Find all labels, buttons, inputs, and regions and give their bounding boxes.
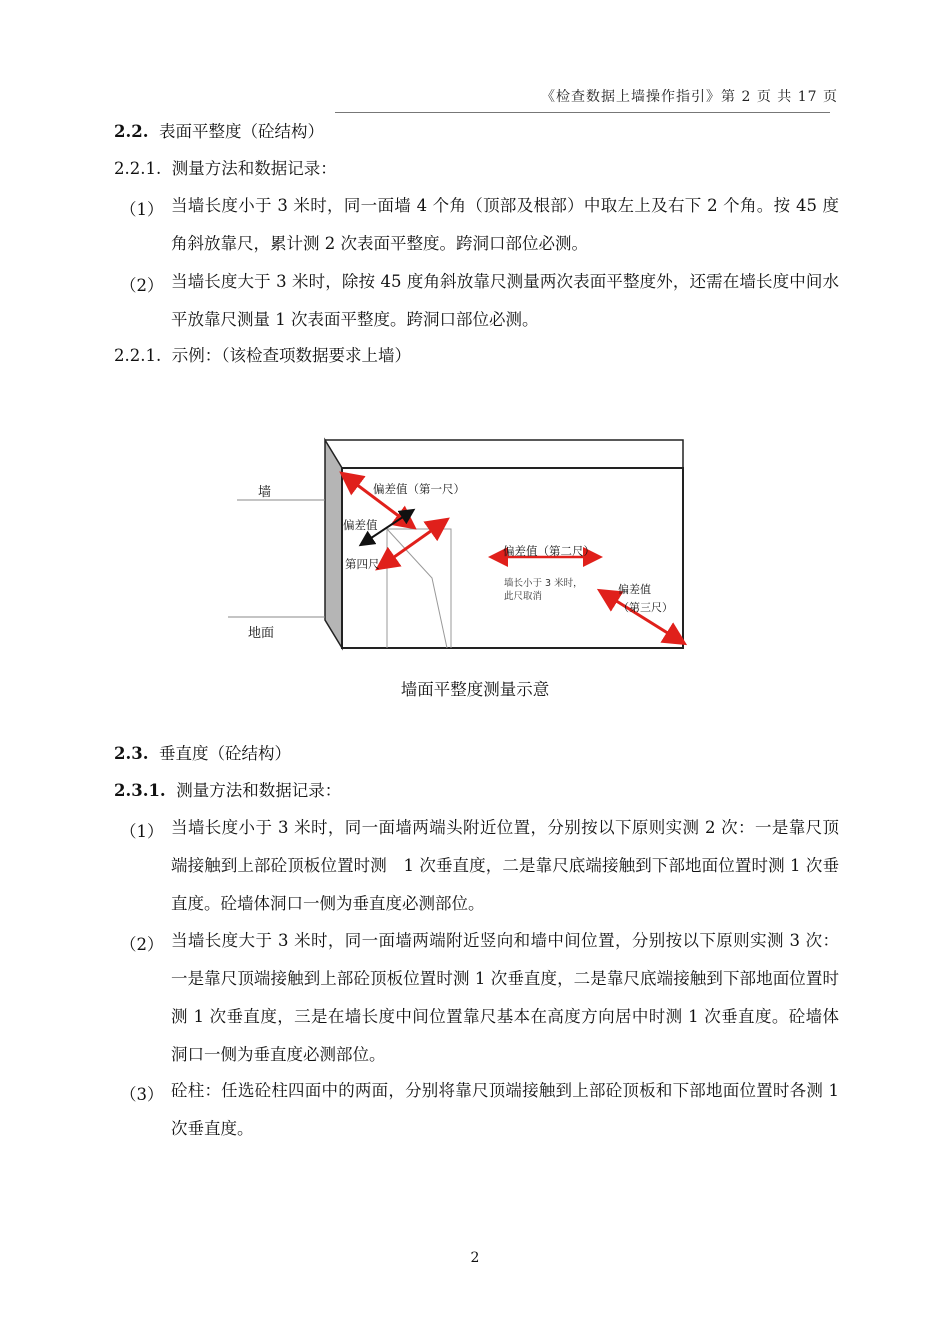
section-number: 2.2. xyxy=(114,122,149,141)
list-item-text: 当墙长度大于 3 米时，除按 45 度角斜放靠尺测量两次表面平整度外，还需在墙长度中间水平放靠尺测量 1 次表面平整度。跨洞口部位必测。 xyxy=(171,272,839,329)
section-title: 垂直度（砼结构） xyxy=(158,744,291,763)
list-item-number: （2） xyxy=(120,935,164,954)
section-2-3-1-heading xyxy=(114,781,341,801)
section-2-2-1-heading xyxy=(114,159,337,179)
page-number: 2 xyxy=(470,1250,480,1266)
list-item-text: 砼柱：任选砼柱四面中的两面，分别将靠尺顶端接触到上部砼顶板和下部地面位置时各测 1 次垂直度。 xyxy=(171,1081,839,1138)
section-title: 测量方法和数据记录： xyxy=(176,781,342,800)
ruler-2-note-line-1: 墙长小于 3 米时， xyxy=(504,578,583,589)
section-number: 2.2.1. xyxy=(114,346,162,365)
section-title: 示例：（该检查项数据要求上墙） xyxy=(171,346,411,365)
section-number: 2.2.1. xyxy=(114,159,162,178)
section-2-2-heading xyxy=(114,122,324,142)
list-item-number: （1） xyxy=(120,822,164,841)
ruler-3-label: （第三尺） xyxy=(618,601,673,614)
list-item-number: （2） xyxy=(120,276,164,295)
section-number: 2.3.1. xyxy=(114,781,166,800)
wall-flatness-diagram xyxy=(0,430,950,670)
figure-caption: 墙面平整度测量示意 xyxy=(400,680,550,699)
wall-label: 墙 xyxy=(258,485,272,500)
section-2-3-heading xyxy=(114,744,291,764)
ruler-2-note-line-2: 此尺取消 xyxy=(504,591,543,602)
section-title: 测量方法和数据记录： xyxy=(171,159,337,178)
list-item-text: 当墙长度小于 3 米时，同一面墙两端头附近位置，分别按以下原则实测 2 次：一是靠尺顶端接触到上部砼顶板位置时测 1 次垂直度，二是靠尺底端接触到下部地面位置时测 1 次垂直度。砼墙体洞口一侧为垂直度必测部位。 xyxy=(171,818,839,913)
deviation-3-label: 偏差值 xyxy=(618,583,651,596)
section-number: 2.3. xyxy=(114,744,149,763)
deviation-2-label: 偏差值（第二尺） xyxy=(503,544,595,558)
list-item-number: （1） xyxy=(120,200,164,219)
page-header: 《检查数据上墙操作指引》第 2 页 共 17 页 xyxy=(541,89,838,105)
ground-label: 地面 xyxy=(248,626,275,641)
deviation-4-label: 偏差值 xyxy=(343,518,378,532)
deviation-1-label: 偏差值（第一尺） xyxy=(373,482,465,496)
section-title: 表面平整度（砼结构） xyxy=(158,122,324,141)
header-rule xyxy=(335,112,830,113)
list-item-number: （3） xyxy=(120,1085,164,1104)
wall-side-face xyxy=(325,440,342,648)
list-item-text: 当墙长度大于 3 米时，同一面墙两端附近竖向和墙中间位置，分别按以下原则实测 3 次：一是靠尺顶端接触到上部砼顶板位置时测 1 次垂直度，二是靠尺底端接触到下部地面位置时测 1 次垂直度，三是在墙长度中间位置靠尺基本在高度方向居中时测 1 次垂直度。砼墙体洞口一侧为垂直度必测部位。 xyxy=(171,931,839,1064)
section-2-2-1-example-heading xyxy=(114,346,411,366)
list-item-text: 当墙长度小于 3 米时，同一面墙 4 个角（顶部及根部）中取左上及右下 2 个角。按 45 度角斜放靠尺，累计测 2 次表面平整度。跨洞口部位必测。 xyxy=(171,196,839,253)
ruler-4-label: 第四尺 xyxy=(345,557,380,571)
wall-top-edge xyxy=(325,440,683,468)
